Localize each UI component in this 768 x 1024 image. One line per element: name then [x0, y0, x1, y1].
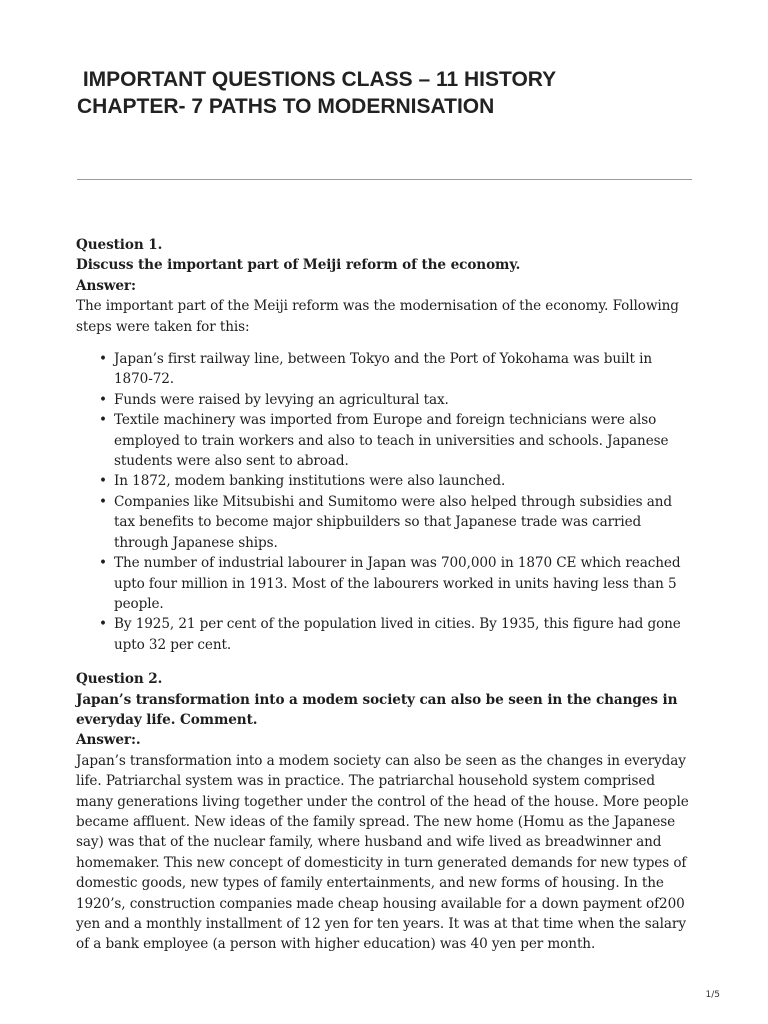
- title-line-1: IMPORTANT QUESTIONS CLASS – 11 HISTORY: [77, 68, 557, 91]
- question-label: Question 1.: [76, 237, 163, 253]
- page-number: 1/5: [705, 990, 720, 1000]
- answer-label: Answer:.: [76, 732, 141, 749]
- question-text: Japan’s transformation into a modem society can also be seen in the changes in everyday life. Comment.: [76, 691, 678, 728]
- answer-points-list: [76, 349, 692, 655]
- answer-intro: The important part of the Meiji reform was the modernisation of the economy. Following steps were taken for this:: [76, 298, 679, 335]
- list-item: • Funds were raised by levying an agricultural tax.: [114, 390, 692, 410]
- title-line-2: CHAPTER- 7 PATHS TO MODERNISATION: [77, 95, 495, 118]
- document-title: [77, 66, 717, 120]
- list-item: • Companies like Mitsubishi and Sumitomo were also helped through subsidies and tax benefits to become major shipbuilders so that Japanese trade was carried through Japanese ships.: [114, 492, 692, 553]
- list-item: • In 1872, modem banking institutions were also launched.: [114, 471, 692, 491]
- question-2: [76, 669, 692, 955]
- question-1: [76, 235, 692, 655]
- list-item: • By 1925, 21 per cent of the population lived in cities. By 1935, this figure had gone upto 32 per cent.: [114, 614, 692, 655]
- list-item: • Textile machinery was imported from Europe and foreign technicians were also employed to train workers and also to teach in universities and schools. Japanese students were also sent to abroad.: [114, 410, 692, 471]
- answer-paragraph: Japan’s transformation into a modem society can also be seen as the changes in everyday life. Patriarchal system was in practice. The patriarchal household system comprised many generations living together under the control of the head of the house. More people became affluent. New ideas of the family spread. The new home (Homu as the Japanese say) was that of the nuclear family, where husband and wife lived as breadwinner and homemaker. This new concept of domesticity in turn generated demands for new types of domestic goods, new types of family entertainments, and new forms of housing. In the 1920’s, construction companies made cheap housing available for a down payment of200 yen and a monthly installment of 12 yen for ten years. It was at that time when the salary of a bank employee (a person with higher education) was 40 yen per month.: [76, 752, 689, 953]
- question-label: Question 2.: [76, 671, 163, 688]
- document-body: [76, 235, 692, 955]
- title-divider: [77, 179, 692, 180]
- list-item: • Japan’s first railway line, between Tokyo and the Port of Yokohama was built in 1870-72.: [114, 349, 692, 390]
- answer-label: Answer:: [76, 277, 136, 294]
- question-text: Discuss the important part of Meiji reform of the economy.: [76, 257, 521, 274]
- list-item: • The number of industrial labourer in Japan was 700,000 in 1870 CE which reached upto four million in 1913. Most of the labourers worked in units having less than 5 people.: [114, 553, 692, 614]
